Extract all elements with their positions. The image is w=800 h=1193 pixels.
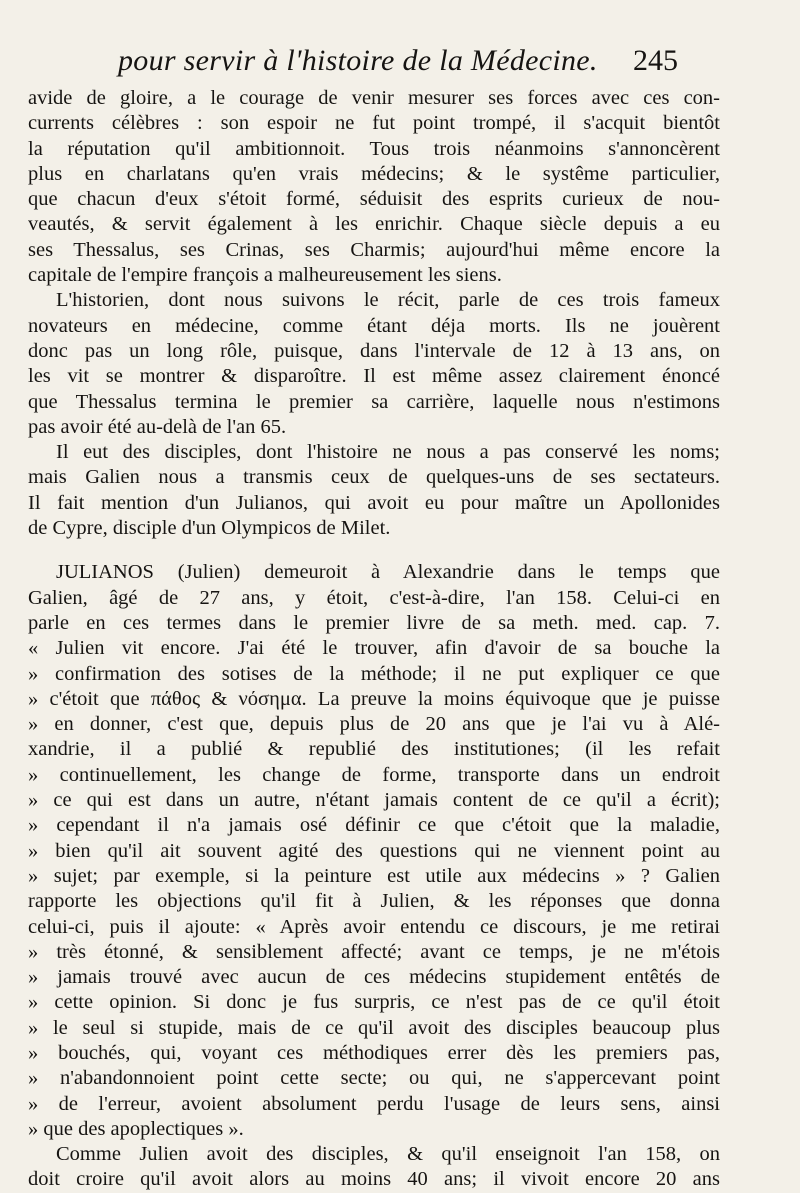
text-line: » jamais trouvé avec aucun de ces médecins stupidement entêtés de — [28, 966, 720, 989]
text-line: » sujet; par exemple, si la peinture est utile aux médecins » ? Galien — [28, 864, 720, 887]
text-line: JULIANOS (Julien) demeuroit à Alexandrie dans le temps que — [56, 561, 720, 584]
text-line: « Julien vit encore. J'ai été le trouver, afin d'avoir de sa bouche la — [28, 637, 720, 660]
text-line: » continuellement, les change de forme, transporte dans un endroit — [28, 763, 720, 786]
text-line: la réputation qu'il ambitionnoit. Tous trois néanmoins s'annoncèrent — [28, 137, 720, 160]
text-line: » de l'erreur, avoient absolument perdu l'usage de leurs sens, ainsi — [28, 1092, 720, 1115]
text-line: Il fait mention d'un Julianos, qui avoit eu pour maître un Apollonides — [28, 491, 720, 514]
text-line: » bien qu'il ait souvent agité des questions qui ne viennent point au — [28, 839, 720, 862]
page-header — [0, 44, 800, 88]
text-line: que Thessalus termina le premier sa carrière, laquelle nous n'estimons — [28, 390, 720, 413]
text-line: » c'étoit que πάθος & νόσημα. La preuve la moins équivoque que je puisse — [28, 687, 720, 710]
text-line: les vit se montrer & disparoître. Il est même assez clairement énoncé — [28, 365, 720, 388]
text-line: rapporte les objections qu'il fit à Julien, & les réponses que donna — [28, 890, 720, 913]
text-line: que chacun d'eux s'étoit formé, séduisit des esprits curieux de nou- — [28, 188, 720, 211]
text-line: doit croire qu'il avoit alors au moins 40 ans; il vivoit encore 20 ans — [28, 1168, 720, 1191]
text-line: » en donner, c'est que, depuis plus de 20 ans que je l'ai vu à Alé- — [28, 713, 720, 736]
text-line: donc pas un long rôle, puisque, dans l'intervale de 12 à 13 ans, on — [28, 339, 720, 362]
text-line: capitale de l'empire françois a malheureusement les siens. — [28, 264, 502, 287]
text-line: » confirmation des sotises de la méthode; il ne put expliquer ce que — [28, 662, 720, 685]
text-line: parle en ces termes dans le premier livre de sa meth. med. cap. 7. — [28, 611, 720, 634]
page-number: 245 — [633, 44, 678, 77]
text-line: Galien, âgé de 27 ans, y étoit, c'est-à-dire, l'an 158. Celui-ci en — [28, 586, 720, 609]
text-line: » cependant il n'a jamais osé définir ce que c'étoit que la maladie, — [28, 814, 720, 837]
text-line: » n'abandonnoient point cette secte; ou qui, ne s'appercevant point — [28, 1067, 720, 1090]
text-line: celui-ci, puis il ajoute: « Après avoir entendu ce discours, je me retirai — [28, 915, 720, 938]
text-line: avide de gloire, a le courage de venir mesurer ses forces avec ces con- — [28, 87, 720, 109]
text-line: de Cypre, disciple d'un Olympicos de Milet. — [28, 517, 391, 540]
text-line: pas avoir été au-delà de l'an 65. — [28, 415, 287, 438]
text-line: mais Galien nous a transmis ceux de quelques-uns de ses sectateurs. — [28, 466, 720, 489]
text-line: plus en charlatans qu'en vrais médecins; & le systême particulier, — [28, 162, 720, 185]
text-line: xandrie, il a publié & republié des institutiones; (il les refait — [28, 738, 720, 761]
text-line: » ce qui est dans un autre, n'étant jamais content de ce qu'il a écrit); — [28, 789, 720, 812]
text-line: novateurs en médecine, comme étant déja morts. Ils ne jouèrent — [28, 314, 720, 337]
text-line: » très étonné, & sensiblement affecté; avant ce temps, je ne m'étois — [28, 940, 720, 963]
body-text — [28, 86, 720, 1193]
text-line: Comme Julien avoit des disciples, & qu'il enseignoit l'an 158, on — [56, 1143, 720, 1166]
running-title: pour servir à l'histoire de la Médecine. — [118, 44, 598, 77]
text-line: ses Thessalus, ses Crinas, ses Charmis; aujourd'hui même encore la — [28, 238, 720, 261]
text-line: Il eut des disciples, dont l'histoire ne nous a pas conservé les noms; — [56, 441, 720, 464]
paragraph-gap — [28, 541, 720, 560]
text-line: » cette opinion. Si donc je fus surpris, ce n'est pas de ce qu'il étoit — [28, 991, 720, 1014]
text-line: » bouchés, qui, voyant ces méthodiques errer dès les premiers pas, — [28, 1041, 720, 1064]
text-line: L'historien, dont nous suivons le récit, parle de ces trois fameux — [56, 289, 720, 312]
text-line: » le seul si stupide, mais de ce qu'il avoit des disciples beaucoup plus — [28, 1016, 720, 1039]
text-line: veautés, & servit également à les enrichir. Chaque siècle depuis a eu — [28, 213, 720, 236]
text-line: » que des apoplectiques ». — [28, 1117, 244, 1140]
text-line: currents célèbres : son espoir ne fut point trompé, il s'acquit bientôt — [28, 112, 720, 135]
